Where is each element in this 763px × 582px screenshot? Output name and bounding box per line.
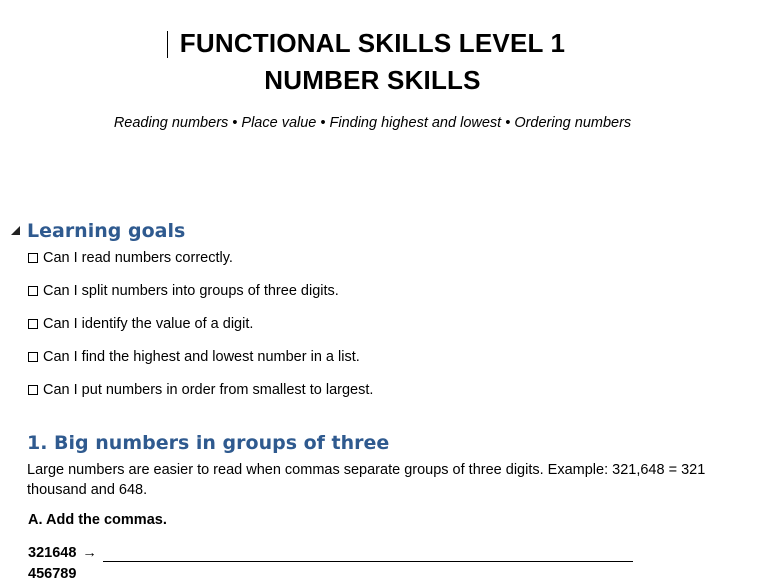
goal-item xyxy=(28,349,360,365)
goal-label: Can I put numbers in order from smallest to largest. xyxy=(43,382,374,398)
checkbox-icon[interactable] xyxy=(28,385,38,395)
section-1-heading: 1. Big numbers in groups of three xyxy=(27,432,390,454)
collapse-triangle-icon[interactable] xyxy=(11,226,20,235)
learning-goals-heading: Learning goals xyxy=(27,220,186,242)
checkbox-icon[interactable] xyxy=(28,352,38,362)
goal-label: Can I find the highest and lowest number in a list. xyxy=(43,349,360,365)
answer-line[interactable] xyxy=(103,561,633,562)
checkbox-icon[interactable] xyxy=(28,286,38,296)
goal-item xyxy=(28,382,373,398)
goal-label: Can I identify the value of a digit. xyxy=(43,316,254,332)
exercise-number: 321648 xyxy=(28,545,77,561)
goal-item xyxy=(28,283,339,299)
goal-label: Can I split numbers into groups of three digits. xyxy=(43,283,339,299)
document-title-line-1: FUNCTIONAL SKILLS LEVEL 1 xyxy=(179,28,566,58)
goal-item xyxy=(28,316,253,332)
checkbox-icon[interactable] xyxy=(28,253,38,263)
goal-item xyxy=(28,250,233,266)
goal-label: Can I read numbers correctly. xyxy=(43,250,233,266)
checkbox-icon[interactable] xyxy=(28,319,38,329)
section-1-paragraph: Large numbers are easier to read when commas separate groups of three digits. Example: 321,648 = 321 thousand and 648. xyxy=(27,462,706,498)
document-title-line-2: NUMBER SKILLS xyxy=(264,65,481,95)
exercise-number: 456789 xyxy=(28,566,77,582)
exercise-row xyxy=(28,545,103,561)
task-a-label: A. Add the commas. xyxy=(28,512,167,528)
document-subtitle: Reading numbers • Place value • Finding highest and lowest • Ordering numbers xyxy=(113,115,632,131)
arrow-icon: → xyxy=(82,545,97,561)
